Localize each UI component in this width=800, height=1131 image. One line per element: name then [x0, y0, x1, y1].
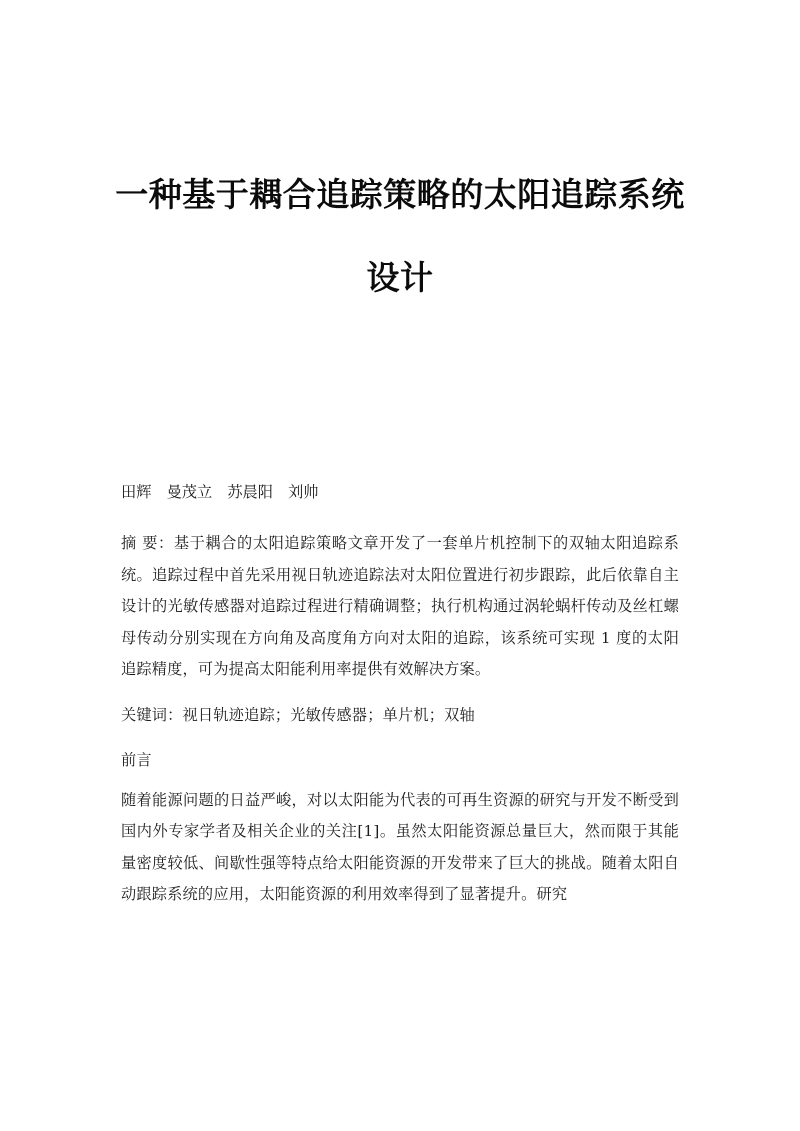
abstract-paragraph: 摘 要：基于耦合的太阳追踪策略文章开发了一套单片机控制下的双轴太阳追踪系统。追踪过程中首先采用视日轨迹追踪法对太阳位置进行初步跟踪，此后依靠自主设计的光敏传感器对追踪过程进行精确调整；执行机构通过涡轮蜗杆传动及丝杠螺母传动分别实现在方向角及高度角方向对太阳的追踪，该系统可实现 1 度的太阳追踪精度，可为提高太阳能利用率提供有效解决方案。 — [121, 534, 679, 678]
keywords-line: 关键词：视日轨迹追踪；光敏传感器；单片机；双轴 — [121, 705, 475, 724]
authors-line: 田辉 曼茂立 苏晨阳 刘帅 — [121, 483, 319, 501]
paper-title — [0, 175, 800, 297]
paper-title-line-1: 一种基于耦合追踪策略的太阳追踪系统 — [115, 175, 685, 214]
section-heading-preface: 前言 — [121, 751, 152, 769]
paper-title-line-2: 设计 — [366, 258, 434, 297]
intro-paragraph: 随着能源问题的日益严峻，对以太阳能为代表的可再生资源的研究与开发不断受到国内外专家学者及相关企业的关注[1]。虽然太阳能资源总量巨大，然而限于其能量密度较低、间歇性强等特点给太阳能资源的开发带来了巨大的挑战。随着太阳自动跟踪系统的应用，太阳能资源的利用效率得到了显著提升。研究 — [121, 790, 679, 903]
paper-body — [121, 482, 679, 911]
